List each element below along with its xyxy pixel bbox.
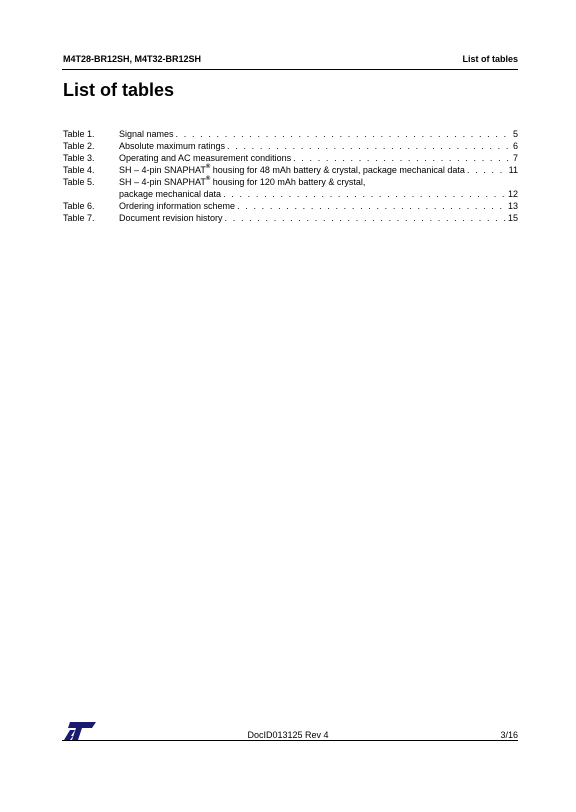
- header-section: List of tables: [462, 54, 518, 64]
- title-text: housing for 120 mAh battery & crystal,: [210, 177, 366, 187]
- title-text: SH – 4-pin SNAPHAT: [119, 177, 206, 187]
- toc-entry-page: 12: [507, 189, 518, 199]
- toc-entry-table-5[interactable]: [63, 176, 518, 200]
- toc-entry-page: 15: [507, 213, 518, 223]
- toc-entry-number: Table 3.: [63, 153, 95, 163]
- toc-entry-page: 11: [508, 165, 518, 175]
- toc-entry-number: Table 6.: [63, 201, 95, 211]
- registered-mark: ®: [205, 176, 211, 182]
- toc-entry-page: 5: [512, 129, 518, 139]
- toc-entry-table-1[interactable]: [63, 128, 518, 140]
- toc-entry-number: Table 1.: [63, 129, 95, 139]
- title-text: SH – 4-pin SNAPHAT: [119, 165, 206, 175]
- toc-entry-number: Table 2.: [63, 141, 95, 151]
- footer-doc-id: DocID013125 Rev 4: [247, 730, 329, 740]
- toc-leader: [293, 152, 511, 164]
- toc-entry-title: Operating and AC measurement conditions: [119, 153, 292, 163]
- toc-entry-title: Ordering information scheme: [119, 201, 236, 211]
- page-title: List of tables: [63, 80, 175, 100]
- toc-entry-title: Absolute maximum ratings: [119, 141, 226, 151]
- header-divider: [62, 69, 518, 70]
- toc-entry-title: [119, 176, 518, 188]
- toc-entry-title: Document revision history: [119, 213, 223, 223]
- toc-entry-table-6[interactable]: [63, 200, 518, 212]
- toc-entry-title-cont: package mechanical data: [119, 189, 222, 199]
- toc-entry-title: [119, 164, 465, 176]
- toc-entry-table-3[interactable]: [63, 152, 518, 164]
- table-list: [63, 128, 518, 224]
- header-doc-title: M4T28-BR12SH, M4T32-BR12SH: [63, 54, 202, 64]
- toc-entry-table-2[interactable]: [63, 140, 518, 152]
- toc-entry-number: Table 4.: [63, 165, 95, 175]
- toc-leader: [225, 212, 506, 224]
- toc-entry-title: Signal names: [119, 129, 174, 139]
- toc-leader: [223, 188, 506, 200]
- toc-entry-table-7[interactable]: [63, 212, 518, 224]
- toc-entry-page: 13: [507, 201, 518, 211]
- toc-entry-page: 7: [512, 153, 518, 163]
- toc-entry-number: Table 7.: [63, 213, 95, 223]
- toc-leader: [227, 140, 511, 152]
- footer-page-number: 3/16: [500, 730, 518, 740]
- registered-mark: ®: [205, 164, 211, 170]
- toc-leader: [237, 200, 506, 212]
- title-text: housing for 48 mAh battery & crystal, package mechanical data: [210, 165, 465, 175]
- toc-leader: [176, 128, 511, 140]
- footer-divider: [62, 740, 518, 741]
- toc-entry-number: Table 5.: [63, 177, 95, 187]
- toc-entry-table-4[interactable]: [63, 164, 518, 176]
- toc-leader: [467, 164, 507, 176]
- toc-entry-page: 6: [512, 141, 518, 151]
